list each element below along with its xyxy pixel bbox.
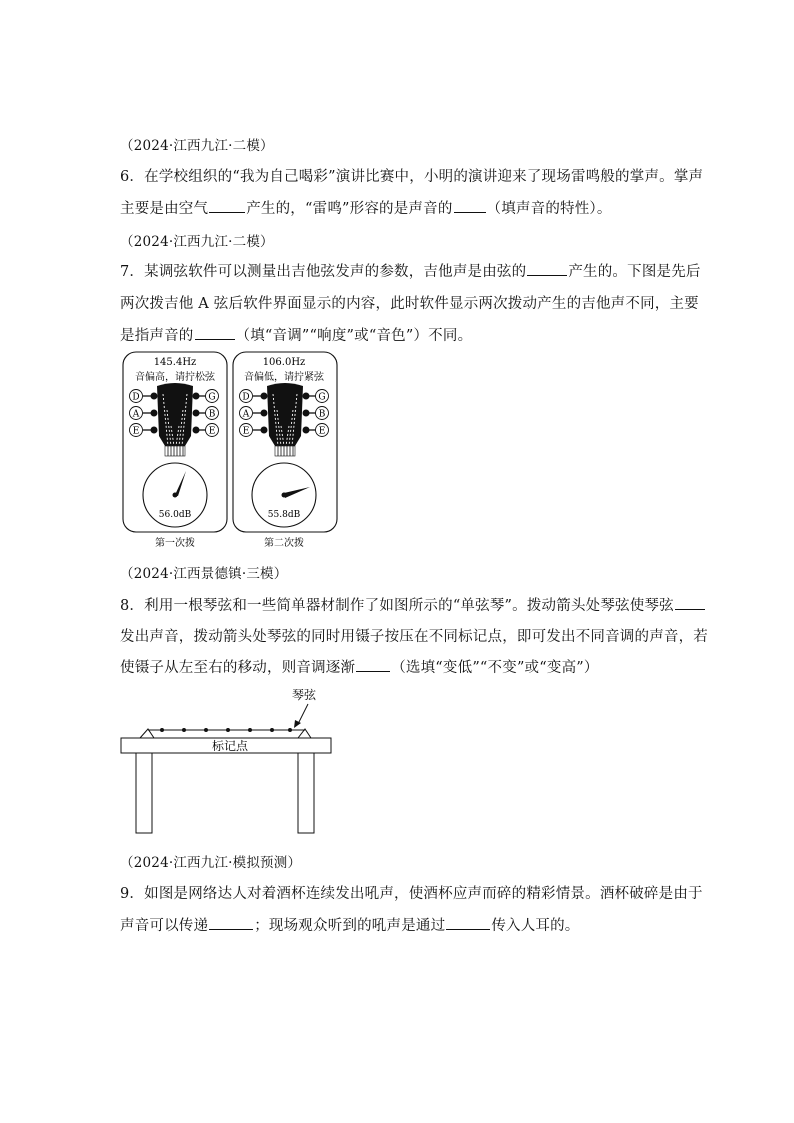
q6-text-a: 主要是由空气 xyxy=(120,201,209,217)
q7-line2: 两次拨吉他 A 弦后软件界面显示的内容，此时软件显示两次拨动产生的吉他声不同，主要 xyxy=(120,296,699,312)
frequency-readout: 145.4Hz xyxy=(153,357,197,368)
peg-label: D xyxy=(132,392,140,403)
q7-line1 xyxy=(120,260,701,281)
q7-line3 xyxy=(120,324,472,345)
panel-caption: 第一次拨 xyxy=(155,538,195,549)
peg-label: E xyxy=(208,426,216,437)
q7-text-a: 7．某调弦软件可以测量出吉他弦发声的参数，吉他声是由弦的 xyxy=(120,264,527,280)
peg-label: B xyxy=(208,409,216,420)
tuning-hint: 音偏高，请拧松弦 xyxy=(135,372,215,383)
peg-label: D xyxy=(242,392,250,403)
answer-blank[interactable] xyxy=(675,595,705,610)
decibel-readout: 56.0dB xyxy=(158,510,192,520)
table-leg xyxy=(136,753,152,833)
answer-blank[interactable] xyxy=(209,915,253,930)
tuning-hint: 音偏低，请拧紧弦 xyxy=(244,372,324,383)
peg-label: E xyxy=(242,426,250,437)
peg-label: E xyxy=(318,426,326,437)
gauge-pivot xyxy=(282,493,287,498)
answer-blank[interactable] xyxy=(446,915,490,930)
tuner-figure xyxy=(120,350,344,554)
peg-label: G xyxy=(208,392,216,403)
answer-blank[interactable] xyxy=(527,261,567,276)
q7-source: （2024·江西九江·二模） xyxy=(120,234,274,250)
peg-label: E xyxy=(132,426,140,437)
tuner-panel-second xyxy=(233,352,337,549)
table-leg xyxy=(298,753,314,833)
q9-source: （2024·江西九江·模拟预测） xyxy=(120,855,302,871)
monochord-figure xyxy=(118,684,338,838)
decibel-readout: 55.8dB xyxy=(267,510,301,520)
q6-text-b: 产生的，“雷鸣”形容的是声音的 xyxy=(246,201,453,217)
peg-label: G xyxy=(318,392,326,403)
tuner-panel-first xyxy=(123,352,227,549)
q9-line1: 9．如图是网络达人对着酒杯连续发出吼声，使酒杯应声而碎的精彩情景。酒杯破碎是由于 xyxy=(120,886,703,902)
wooden-board xyxy=(121,728,331,753)
q7-text-b: 产生的。下图是先后 xyxy=(568,264,701,280)
q6-text-c: （填声音的特性）。 xyxy=(486,201,612,217)
string-label: 琴弦 xyxy=(291,688,317,702)
marks-label: 标记点 xyxy=(211,739,249,753)
peg-label: B xyxy=(318,409,326,420)
q8-line1 xyxy=(120,594,706,615)
q7-text-b: （填“音调”“响度”或“音色”）不同。 xyxy=(235,328,473,344)
q9-text-c: 传入人耳的。 xyxy=(491,918,580,934)
q6-line2 xyxy=(120,197,612,218)
arrow-icon xyxy=(298,704,308,724)
panel-caption: 第二次拨 xyxy=(264,538,304,549)
peg-label: A xyxy=(242,409,250,420)
q8-text-b: （选填“变低”“不变”或“变高”） xyxy=(391,660,599,676)
q9-text-a: 声音可以传递 xyxy=(120,918,209,934)
frequency-readout: 106.0Hz xyxy=(262,357,306,368)
q6-source: （2024·江西九江·二模） xyxy=(120,138,274,154)
answer-blank[interactable] xyxy=(356,657,390,672)
q8-line2: 发出声音，拨动箭头处琴弦的同时用镊子按压在不同标记点，即可发出不同音调的声音，若 xyxy=(120,629,708,645)
gauge-pivot xyxy=(173,493,178,498)
q7-text-a: 是指声音的 xyxy=(120,328,194,344)
answer-blank[interactable] xyxy=(195,325,235,340)
answer-blank[interactable] xyxy=(454,198,486,213)
q9-line2 xyxy=(120,914,580,935)
answer-blank[interactable] xyxy=(209,198,245,213)
q8-line3 xyxy=(120,656,599,677)
q6-line1: 6．在学校组织的“我为自己喝彩”演讲比赛中，小明的演讲迎来了现场雷鸣般的掌声。掌声 xyxy=(120,169,704,185)
q8-text-a: 8．利用一根琴弦和一些简单器材制作了如图所示的“单弦琴”。拨动箭头处琴弦使琴弦 xyxy=(120,598,674,614)
peg-label: A xyxy=(132,409,140,420)
q8-source: （2024·江西景德镇·三模） xyxy=(120,566,288,582)
q9-text-b: ；现场观众听到的吼声是通过 xyxy=(254,918,446,934)
q8-text-a: 使镊子从左至右的移动，则音调逐渐 xyxy=(120,660,356,676)
